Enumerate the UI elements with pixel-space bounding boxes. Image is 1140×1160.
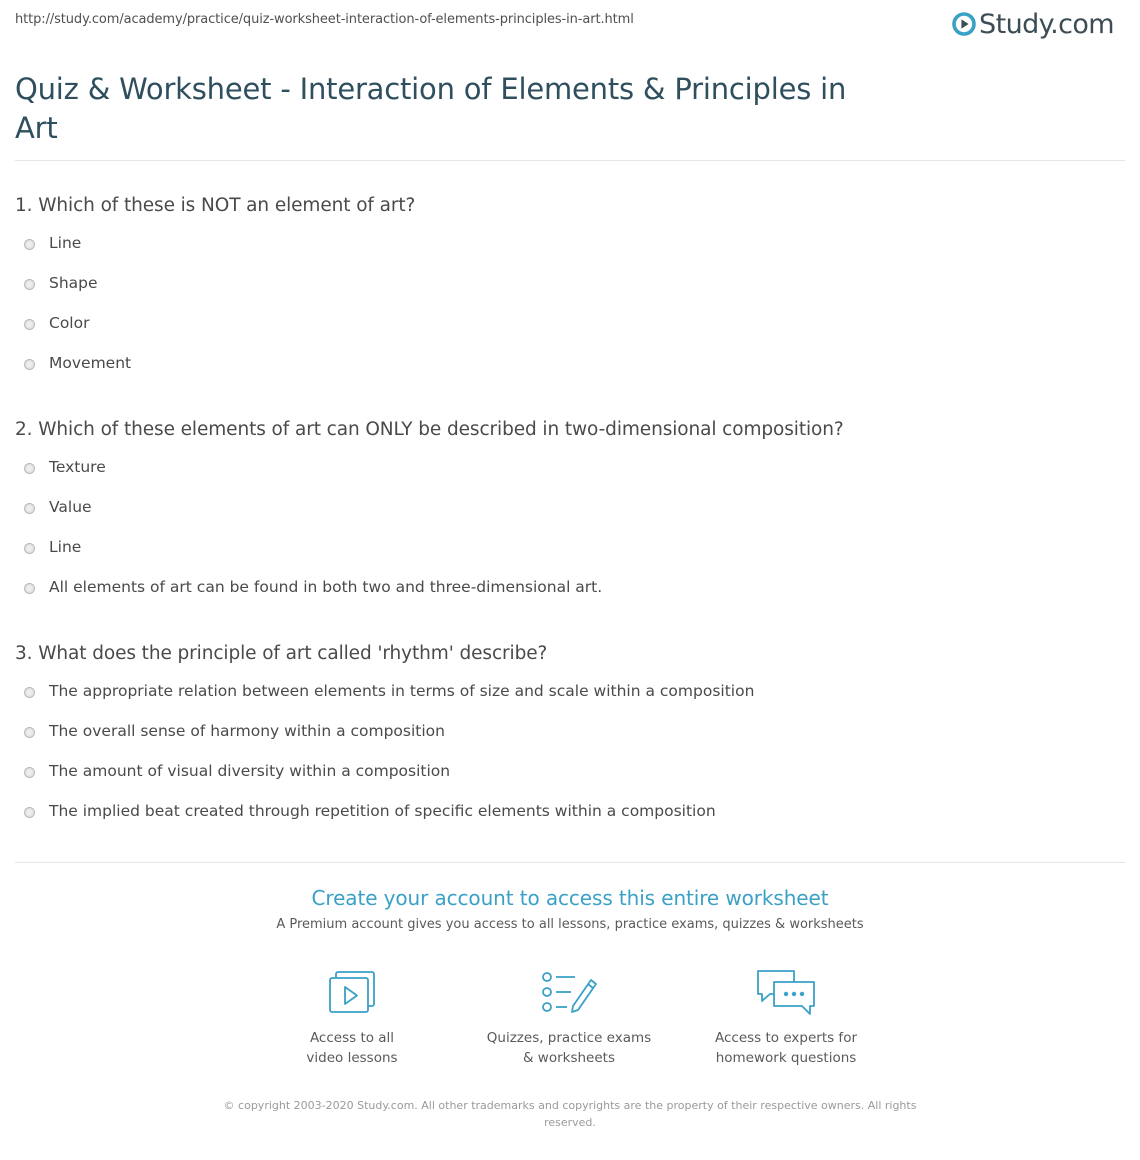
feature-line: homework questions: [715, 1050, 857, 1066]
question-3: [15, 641, 1125, 841]
feature-label: [469, 1028, 669, 1068]
cta-divider: [15, 862, 1125, 863]
feature-label: [686, 1028, 886, 1068]
radio-button[interactable]: [24, 359, 35, 370]
option-label: The amount of visual diversity within a composition: [49, 762, 451, 780]
answer-option[interactable]: [15, 313, 1125, 353]
radio-button[interactable]: [24, 807, 35, 818]
question-title: 2. Which of these elements of art can ONLY be described in two-dimensional composition?: [15, 419, 844, 440]
feature-line: Access to all: [309, 1030, 395, 1046]
option-label: The appropriate relation between elements in terms of size and scale within a composition: [49, 682, 755, 700]
option-label: Line: [49, 538, 82, 556]
radio-button[interactable]: [24, 239, 35, 250]
option-label: The implied beat created through repetition of specific elements within a composition: [49, 802, 716, 820]
option-label: Color: [49, 314, 90, 332]
quiz-checklist-icon: [539, 968, 599, 1018]
answer-option[interactable]: [15, 681, 1125, 721]
page-url: http://study.com/academy/practice/quiz-worksheet-interaction-of-elements-principles-in-art.html: [15, 12, 634, 27]
feature-video-lessons: [252, 968, 452, 1068]
question-1: [15, 193, 1125, 393]
radio-button[interactable]: [24, 767, 35, 778]
answer-option[interactable]: [15, 801, 1125, 841]
radio-button[interactable]: [24, 503, 35, 514]
study-logo[interactable]: [952, 6, 1114, 42]
answer-option[interactable]: [15, 353, 1125, 393]
feature-line: & worksheets: [522, 1050, 615, 1066]
answer-option[interactable]: [15, 537, 1125, 577]
header-divider: [15, 160, 1125, 161]
feature-quizzes: [469, 968, 669, 1068]
option-label: Value: [49, 498, 92, 516]
option-label: All elements of art can be found in both two and three-dimensional art.: [49, 578, 603, 596]
chat-bubbles-icon: [754, 968, 818, 1018]
radio-button[interactable]: [24, 319, 35, 330]
answer-option[interactable]: [15, 233, 1125, 273]
option-label: Movement: [49, 354, 132, 372]
question-2: [15, 417, 1125, 617]
feature-line: video lessons: [306, 1050, 398, 1066]
question-title: 1. Which of these is NOT an element of art?: [15, 195, 416, 216]
copyright-notice: © copyright 2003-2020 Study.com. All other trademarks and copyrights are the property of their respective owners. All rights reserved.: [223, 1099, 917, 1129]
answer-option[interactable]: [15, 761, 1125, 801]
cta-subtitle: A Premium account gives you access to all lessons, practice exams, quizzes & worksheets: [276, 917, 864, 932]
page-title: Quiz & Worksheet - Interaction of Elements & Principles in Art: [15, 72, 847, 145]
feature-label: [252, 1028, 452, 1068]
answer-option[interactable]: [15, 273, 1125, 313]
feature-line: Quizzes, practice exams: [486, 1030, 652, 1046]
radio-button[interactable]: [24, 279, 35, 290]
option-label: Line: [49, 234, 82, 252]
create-account-link[interactable]: Create your account to access this entire worksheet: [311, 886, 829, 910]
answer-option[interactable]: [15, 457, 1125, 497]
option-label: Shape: [49, 274, 98, 292]
answer-option[interactable]: [15, 497, 1125, 537]
logo-text: Study.com: [979, 8, 1114, 40]
feature-experts: [686, 968, 886, 1068]
radio-button[interactable]: [24, 463, 35, 474]
video-lessons-icon: [324, 968, 380, 1018]
play-circle-icon: [952, 12, 976, 36]
radio-button[interactable]: [24, 543, 35, 554]
feature-line: Access to experts for: [714, 1030, 857, 1046]
radio-button[interactable]: [24, 687, 35, 698]
question-title: 3. What does the principle of art called 'rhythm' describe?: [15, 643, 548, 664]
option-label: The overall sense of harmony within a composition: [49, 722, 445, 740]
radio-button[interactable]: [24, 583, 35, 594]
option-label: Texture: [49, 458, 106, 476]
answer-option[interactable]: [15, 721, 1125, 761]
answer-option[interactable]: [15, 577, 1125, 617]
radio-button[interactable]: [24, 727, 35, 738]
